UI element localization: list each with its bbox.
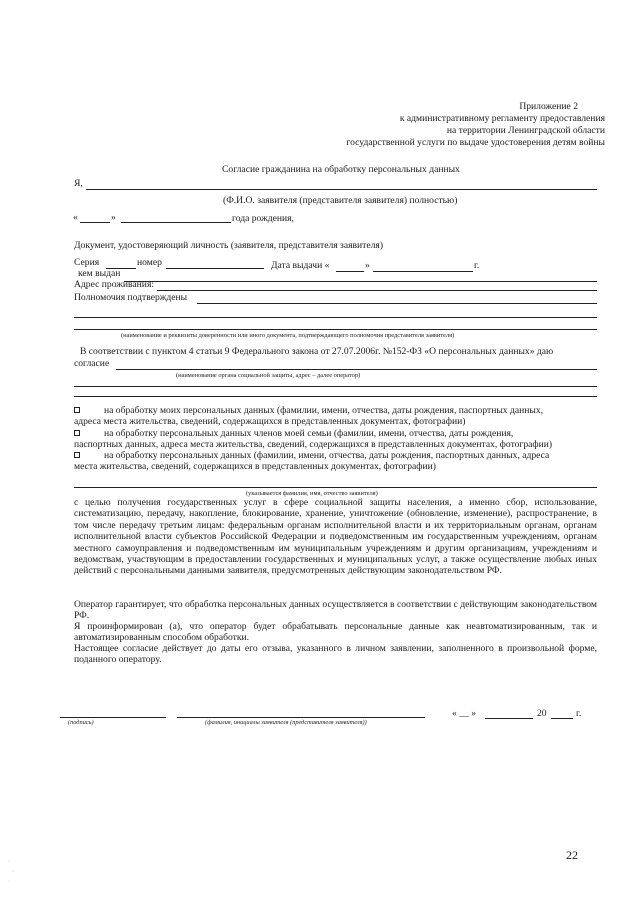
issued-by-line[interactable] bbox=[124, 281, 597, 282]
header-line-2: к административному регламенту предоставления bbox=[399, 113, 605, 124]
address-line[interactable] bbox=[157, 290, 597, 291]
issued-by-label: кем выдан bbox=[78, 268, 121, 279]
operator-line-2[interactable] bbox=[74, 386, 597, 387]
operator-line-3[interactable] bbox=[74, 396, 597, 397]
number-label: номер bbox=[137, 257, 162, 268]
document-title: Согласие гражданина на обработку персональных данных bbox=[222, 164, 460, 175]
person-fio-caption: (указывается фамилия, имя, отчество заявителя) bbox=[246, 490, 378, 497]
issue-year-suffix: г. bbox=[474, 260, 480, 271]
page-number: 22 bbox=[566, 848, 578, 862]
option-own-data-line-1: на обработку моих персональных данных (фамилии, имени, отчества, даты рождения, паспортных данных, bbox=[104, 405, 544, 416]
document-label: Документ, удостоверяющий личность (заявителя, представителя заявителя) bbox=[74, 240, 384, 251]
birth-label: года рождения, bbox=[232, 213, 294, 224]
option-other-person-checkbox[interactable] bbox=[74, 452, 80, 458]
birth-quote-close: » bbox=[111, 212, 116, 223]
address-label: Адрес проживания: bbox=[74, 279, 155, 290]
birth-month-year-line[interactable] bbox=[121, 222, 231, 223]
option-family-data-checkbox[interactable] bbox=[74, 430, 80, 436]
birth-day-line[interactable] bbox=[80, 222, 110, 223]
sign-year-suffix: г. bbox=[576, 708, 582, 719]
option-own-data-line-2: адреса места жительства, сведений, содержащихся в представленных документах, фотографии) bbox=[74, 416, 466, 427]
fio-input-line[interactable] bbox=[86, 189, 597, 190]
authority-label: Полномочия подтверждены bbox=[74, 292, 188, 303]
signature-line[interactable] bbox=[60, 717, 166, 718]
operator-line[interactable] bbox=[116, 369, 597, 370]
issue-date-label: Дата выдачи « bbox=[271, 260, 330, 271]
name-caption: (фамилия, инициалы заявителя (представителя заявителя)) bbox=[205, 719, 367, 726]
ya-label: Я, bbox=[74, 178, 83, 189]
issue-day-line[interactable] bbox=[336, 271, 364, 272]
option-family-data-line-2: паспортных данных, адреса места жительства, сведений, содержащихся в представленных документах, фотографии) bbox=[74, 439, 553, 450]
name-line[interactable] bbox=[177, 717, 425, 718]
scan-speck: · bbox=[8, 878, 11, 885]
fio-caption: (Ф.И.О. заявителя (представителя заявителя) полностью) bbox=[223, 195, 458, 206]
purpose-paragraph: с целью получения государственных услуг в сфере социальной защиты населения, а именно сбор, использование, систематизацию, передачу, накопление, блокирование, хранение, уничтожение (обновление, изменение), распространение, в том числе передачу третьим лицам: федеральным органам исполнительной власти и их территориальным органам, органам исполнительной власти субъектов Российской Федерации и подведомственным им государственным учреждениям, органам местного самоуправления и подведомственным им муниципальным учреждениям и другим организациям, учреждениям и ведомствам, участвующим в предоставлении государственных и муниципальных услуг, а также осуществление любых иных действий с персональными данными заявителя, предусмотренных действующим законодательством РФ. bbox=[74, 497, 597, 577]
authority-caption: (наименование и реквизиты доверенности или иного документа, подтверждающего полномочия представителя заявителя) bbox=[121, 332, 455, 339]
issue-month-line[interactable] bbox=[373, 271, 473, 272]
guarantee-paragraph: Оператор гарантирует, что обработка персональных данных осуществляется в соответствии с действующим законодательством РФ. bbox=[74, 599, 597, 622]
authority-line[interactable] bbox=[197, 303, 597, 304]
sign-date-prefix: « __ » bbox=[452, 708, 476, 719]
signature-caption: (подпись) bbox=[68, 719, 94, 726]
authority-line-2[interactable] bbox=[74, 317, 597, 318]
consent-line-1: В соответствии с пунктом 4 статьи 9 Федерального закона от 27.07.2006г. №152-ФЗ «О персональных данных» даю bbox=[80, 346, 554, 357]
operator-caption: (наименование органа социальной защиты, адрес – далее оператор) bbox=[176, 372, 361, 379]
scan-speck: · bbox=[12, 868, 15, 875]
authority-line-3[interactable] bbox=[74, 329, 597, 330]
sign-year-prefix: 20 bbox=[537, 708, 547, 719]
sign-date-month-line[interactable] bbox=[485, 718, 533, 719]
person-fio-line[interactable] bbox=[74, 487, 597, 488]
option-family-data-line-1: на обработку персональных данных членов моей семьи (фамилии, имени, отчества, даты рождения, bbox=[104, 428, 514, 439]
option-other-person-line-1: на обработку персональных данных (фамилии, имени, отчества, даты рождения, паспортных данных, адреса bbox=[104, 450, 550, 461]
header-line-4: государственной услуги по выдаче удостоверения детям войны bbox=[346, 137, 605, 148]
scan-speck: · bbox=[8, 858, 11, 865]
appendix-label: Приложение 2 bbox=[519, 101, 578, 112]
sign-year-line[interactable] bbox=[551, 718, 573, 719]
birth-quote-open: « bbox=[73, 212, 78, 223]
issue-quote-close: » bbox=[365, 260, 370, 271]
consent-label: согласие bbox=[74, 358, 110, 369]
informed-paragraph: Я проинформирован (а), что оператор будет обрабатывать персональные данные как неавтоматизированным, так и автоматизированным способом обработки. bbox=[74, 621, 597, 644]
header-line-3: на территории Ленинградской области bbox=[446, 125, 605, 136]
series-label: Серия bbox=[74, 257, 100, 268]
number-line[interactable] bbox=[166, 268, 264, 269]
validity-paragraph: Настоящее согласие действует до даты его отзыва, указанного в личном заявлении, заполненного в произвольной форме, поданного оператору. bbox=[74, 643, 597, 666]
option-other-person-line-2: места жительства, сведений, содержащихся в представленных документах, фотографии) bbox=[74, 461, 436, 472]
option-own-data-checkbox[interactable] bbox=[74, 407, 80, 413]
